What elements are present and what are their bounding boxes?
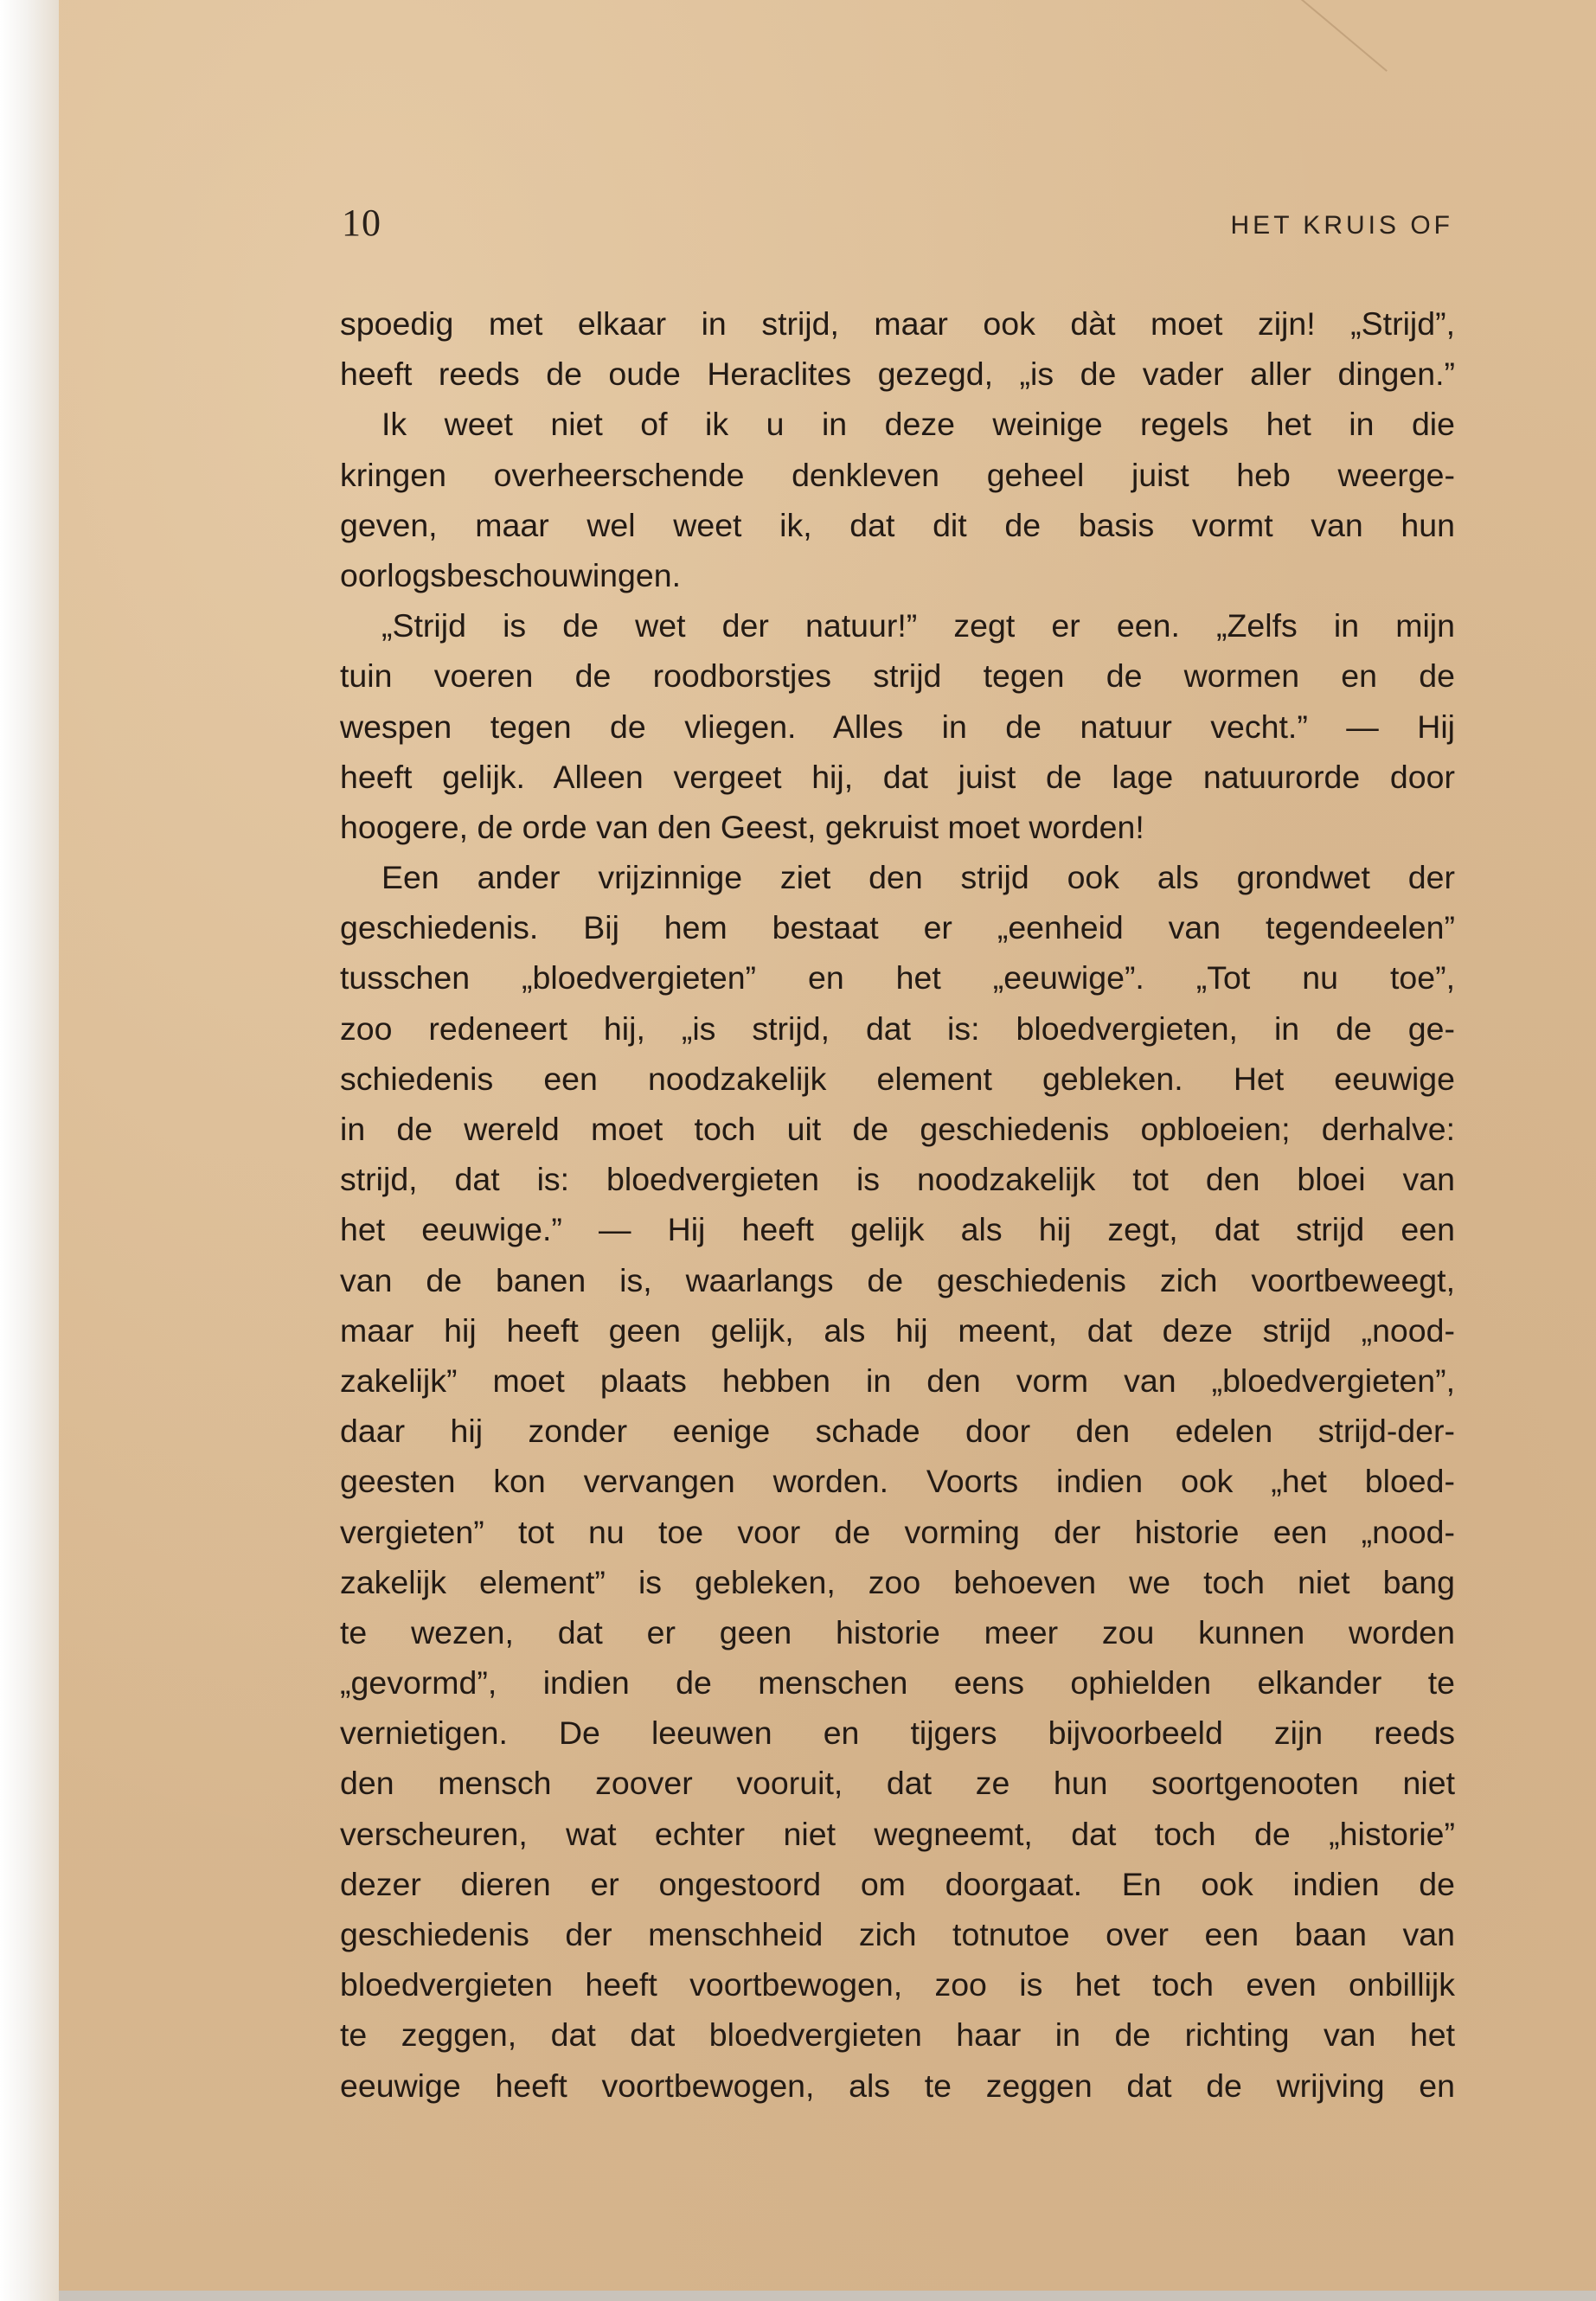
text-line: daar hij zonder eenige schade door den edelen strijd-der- [340,1413,1455,1450]
text-line: spoedig met elkaar in strijd, maar ook dàt moet zijn! „Strijd”, [340,305,1455,342]
text-line: „Strijd is de wet der natuur!” zegt er een. „Zelfs in mijn [381,607,1455,644]
text-line: Een ander vrijzinnige ziet den strijd ook als grondwet der [381,859,1455,896]
text-line: te wezen, dat er geen historie meer zou kunnen worden [340,1613,1455,1650]
text-line: het eeuwige.” — Hij heeft gelijk als hij zegt, dat strijd een [340,1211,1455,1248]
text-line: wespen tegen de vliegen. Alles in de natuur vecht.” — Hij [340,708,1455,745]
text-line: van de banen is, waarlangs de geschiedenis zich voortbeweegt, [340,1261,1455,1298]
text-line: zoo redeneert hij, „is strijd, dat is: bloedvergieten, in de ge- [340,1009,1455,1047]
text-line: den mensch zoover vooruit, dat ze hun soortgenooten niet [340,1765,1455,1802]
text-line: hoogere, de orde van den Geest, gekruist moet worden! [340,808,1144,845]
text-line: Ik weet niet of ik u in deze weinige regels het in die [381,406,1455,443]
text-line: te zeggen, dat dat bloedvergieten haar in de richting van het [340,2016,1455,2054]
text-line: heeft gelijk. Alleen vergeet hij, dat juist de lage natuurorde door [340,758,1455,795]
body-text [340,298,1455,2111]
text-line: geschiedenis. Bij hem bestaat er „eenheid van tegendeelen” [340,909,1455,946]
text-line: dezer dieren er ongestoord om doorgaat. En ook indien de [340,1865,1455,1902]
text-line: in de wereld moet toch uit de geschiedenis opbloeien; derhalve: [340,1111,1455,1147]
text-line: vergieten” tot nu toe voor de vorming der historie een „nood- [340,1513,1455,1550]
text-line: „gevormd”, indien de menschen eens ophielden elkander te [340,1664,1455,1702]
text-line: geschiedenis der menschheid zich totnutoe over een baan van [340,1916,1455,1952]
text-line: strijd, dat is: bloedvergieten is noodzakelijk tot den bloei van [340,1161,1455,1198]
text-line: tuin voeren de roodborstjes strijd tegen de wormen en de [340,657,1455,695]
text-line: verscheuren, wat echter niet wegneemt, dat toch de „historie” [340,1815,1455,1852]
text-line: schiedenis een noodzakelijk element gebleken. Het eeuwige [340,1060,1455,1097]
text-line: kringen overheerschende denkleven geheel juist heb weerge- [340,456,1455,493]
text-line: eeuwige heeft voortbewogen, als te zeggen dat de wrijving en [340,2067,1455,2104]
text-line: maar hij heeft geen gelijk, als hij meent, dat deze strijd „nood- [340,1311,1455,1349]
text-line: bloedvergieten heeft voortbewogen, zoo is het toch even onbillijk [340,1966,1455,2003]
text-line: zakelijk element” is gebleken, zoo behoeven we toch niet bang [340,1563,1455,1600]
text-line: vernietigen. De leeuwen en tijgers bijvoorbeeld zijn reeds [340,1715,1455,1752]
text-line: zakelijk” moet plaats hebben in den vorm van „bloedvergieten”, [340,1362,1455,1399]
text-line: geven, maar wel weet ik, dat dit de basis vormt van hun [340,506,1455,543]
text-line: oorlogsbeschouwingen. [340,556,682,593]
page-number: 10 [342,202,381,244]
page-header [342,201,1453,253]
text-line: geesten kon vervangen worden. Voorts indien ook „het bloed- [340,1463,1455,1500]
scan-binding-edge [0,0,59,2301]
running-title: HET KRUIS OF [1230,211,1453,240]
text-line: tusschen „bloedvergieten” en het „eeuwige”. „Tot nu toe”, [340,959,1455,997]
scan-bottom-edge [59,2291,1596,2301]
text-line: heeft reeds de oude Heraclites gezegd, „is de vader aller dingen.” [340,356,1455,393]
